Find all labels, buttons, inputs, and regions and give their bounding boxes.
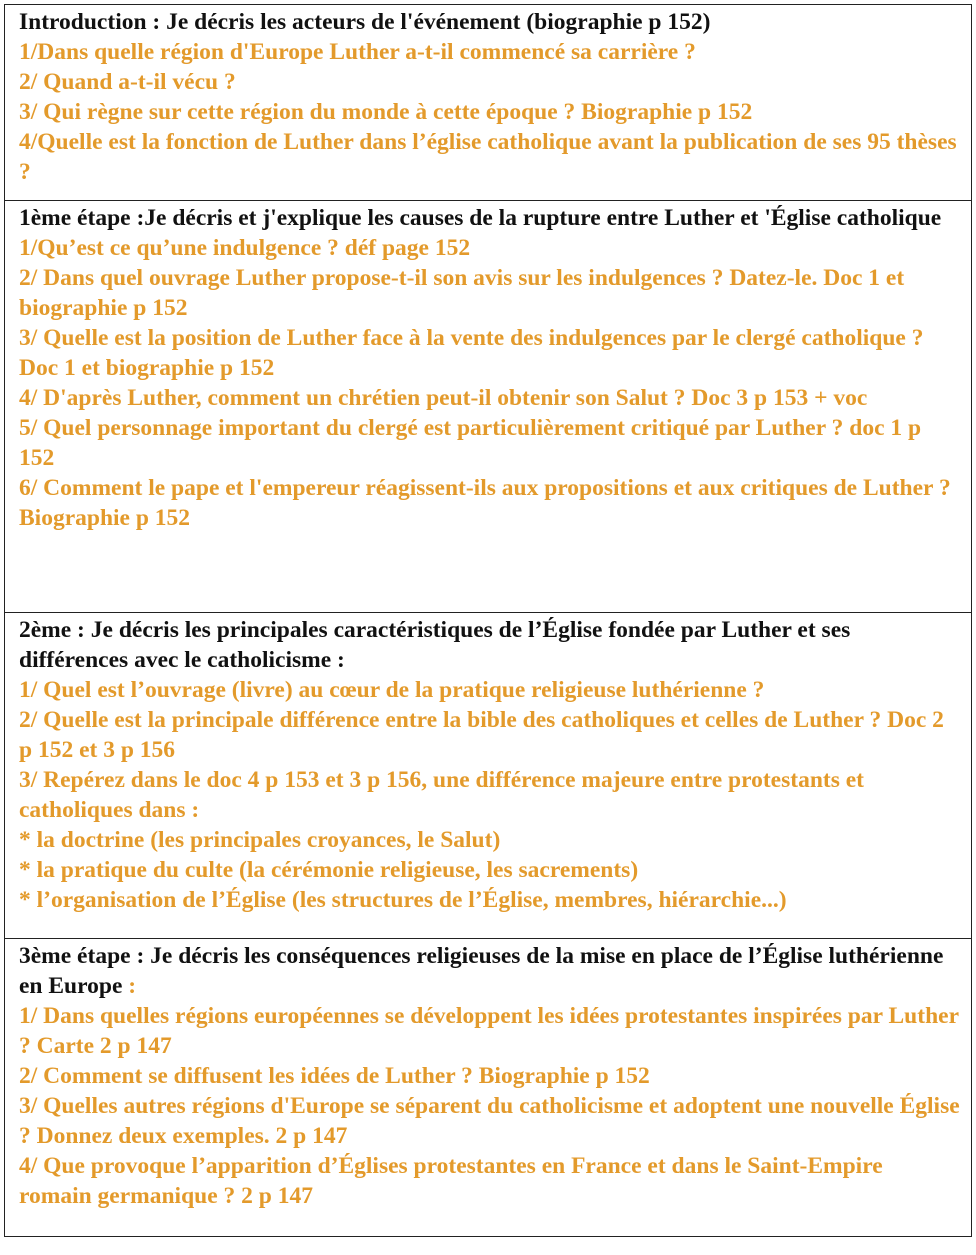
question: 4/Quelle est la fonction de Luther dans l’église catholique avant la publication de ses 95 thèses ?	[19, 129, 957, 185]
question: 2/ Quelle est la principale différence entre la bible des catholiques et celles de Luther ? Doc 2 p 152 et 3 p 156	[19, 707, 944, 763]
section-step-1	[4, 201, 972, 613]
question: 1/Qu’est ce qu’une indulgence ? déf page 152	[19, 235, 471, 261]
section-heading: Introduction : Je décris les acteurs de l'événement (biographie p 152)	[19, 9, 711, 35]
question: 3/ Quelle est la position de Luther face à la vente des indulgences par le clergé catholique ? Doc 1 et biographie p 152	[19, 325, 924, 381]
section-heading: 2ème : Je décris les principales caractéristiques de l’Église fondée par Luther et ses différences avec le catholicisme :	[19, 617, 851, 673]
question: 1/ Dans quelles régions européennes se développent les idées protestantes inspirées par Luther ? Carte 2 p 147	[19, 1003, 959, 1059]
worksheet	[4, 4, 972, 1237]
section-step-3	[4, 939, 972, 1237]
question: 4/ D'après Luther, comment un chrétien peut-il obtenir son Salut ? Doc 3 p 153 + voc	[19, 385, 868, 411]
question: 3/ Repérez dans le doc 4 p 153 et 3 p 156, une différence majeure entre protestants et catholiques dans :	[19, 767, 865, 823]
question: 2/ Dans quel ouvrage Luther propose-t-il son avis sur les indulgences ? Datez-le. Doc 1 et biographie p 152	[19, 265, 905, 321]
section-heading: 1ème étape :Je décris et j'explique les causes de la rupture entre Luther et 'Église catholique	[19, 205, 942, 231]
bullet-item: * l’organisation de l’Église (les structures de l’Église, membres, hiérarchie...)	[19, 887, 787, 913]
section-heading-suffix: :	[122, 973, 137, 999]
question: 6/ Comment le pape et l'empereur réagissent-ils aux propositions et aux critiques de Luther ? Biographie p 152	[19, 475, 951, 531]
section-heading-text: 3ème étape : Je décris les conséquences religieuses de la mise en place de l’Église luthérienne en Europe	[19, 943, 944, 999]
question: 2/ Comment se diffusent les idées de Luther ? Biographie p 152	[19, 1063, 650, 1089]
bullet-item: * la pratique du culte (la cérémonie religieuse, les sacrements)	[19, 857, 639, 883]
question: 3/ Quelles autres régions d'Europe se séparent du catholicisme et adoptent une nouvelle Église ? Donnez deux exemples. 2 p 147	[19, 1093, 960, 1149]
question: 1/ Quel est l’ouvrage (livre) au cœur de la pratique religieuse luthérienne ?	[19, 677, 765, 703]
section-step-2	[4, 613, 972, 939]
section-introduction	[4, 4, 972, 201]
section-heading	[19, 941, 961, 1001]
question: 1/Dans quelle région d'Europe Luther a-t-il commencé sa carrière ?	[19, 39, 696, 65]
question: 5/ Quel personnage important du clergé est particulièrement critiqué par Luther ? doc 1 p 152	[19, 415, 922, 471]
question: 3/ Qui règne sur cette région du monde à cette époque ? Biographie p 152	[19, 99, 753, 125]
bullet-item: * la doctrine (les principales croyances, le Salut)	[19, 827, 501, 853]
question: 2/ Quand a-t-il vécu ?	[19, 69, 236, 95]
question: 4/ Que provoque l’apparition d’Églises protestantes en France et dans le Saint-Empire romain germanique ? 2 p 147	[19, 1153, 883, 1209]
